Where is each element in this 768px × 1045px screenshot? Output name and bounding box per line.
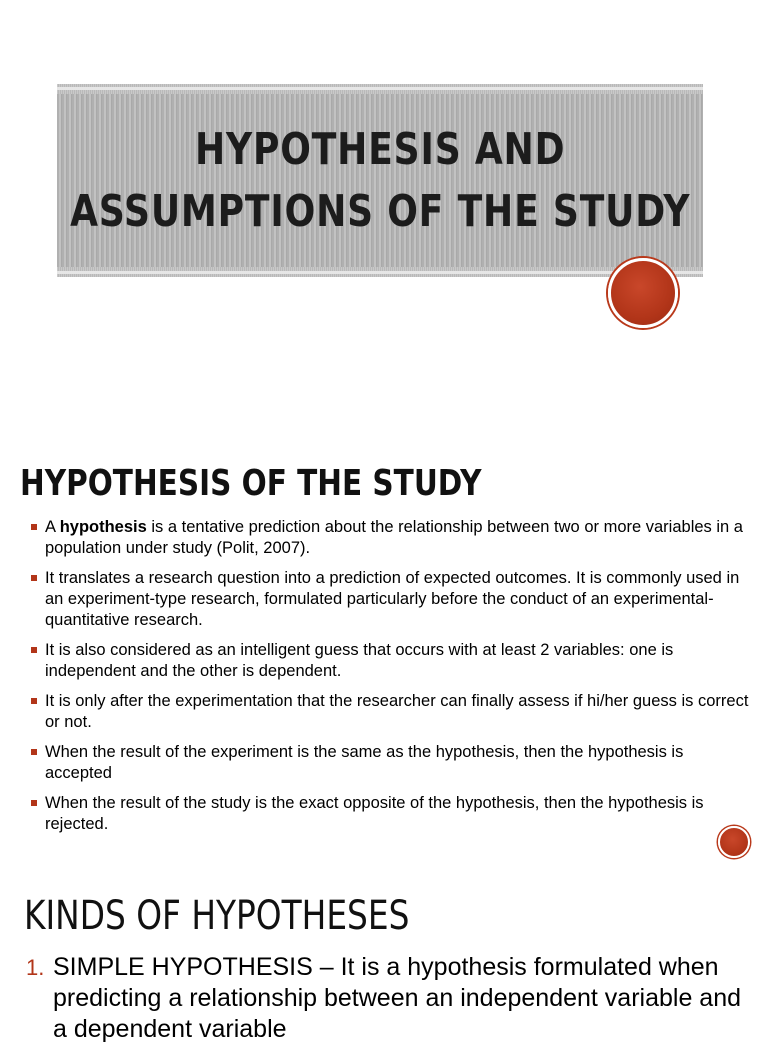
bullet-text: When the result of the study is the exact opposite of the hypothesis, then the hypothesis is rejected. — [45, 794, 704, 833]
bullet-bold-term: hypothesis — [59, 518, 147, 536]
section-heading-hypothesis: HYPOTHESIS OF THE STUDY — [20, 463, 482, 504]
slide-title-line-1: HYPOTHESIS AND — [194, 123, 566, 175]
list-item — [30, 640, 750, 682]
decorative-small-circle-icon — [718, 826, 750, 858]
banner-bottom-rule — [57, 271, 703, 274]
bullet-text: It is also considered as an intelligent guess that occurs with at least 2 variables: one is independent and the other is dependent. — [45, 641, 674, 680]
bullet-prefix: A — [45, 518, 60, 536]
banner-inner — [57, 94, 703, 267]
decorative-circle-icon — [608, 258, 678, 328]
section-heading-kinds: KINDS OF HYPOTHESES — [24, 893, 410, 939]
square-bullet-icon — [31, 698, 37, 704]
square-bullet-icon — [31, 800, 37, 806]
list-item-text: SIMPLE HYPOTHESIS – It is a hypothesis formulated when predicting a relationship between an independent variable and a dependent variable — [53, 953, 742, 1043]
square-bullet-icon — [31, 749, 37, 755]
square-bullet-icon — [31, 647, 37, 653]
list-item — [30, 793, 750, 835]
bullet-text: It is only after the experimentation that the researcher can finally assess if hi/her guess is correct or not. — [45, 692, 749, 731]
list-item — [26, 952, 756, 1045]
slide-title-line-2: ASSUMPTIONS OF THE STUDY — [69, 185, 691, 237]
list-item — [30, 517, 750, 559]
bullet-text: is a tentative prediction about the relationship between two or more variables in a population under study (Polit, 2007). — [45, 518, 743, 557]
list-number: 1. — [26, 955, 45, 980]
square-bullet-icon — [31, 524, 37, 530]
banner-top-rule — [57, 87, 703, 90]
hypothesis-bullet-list — [30, 517, 750, 844]
kinds-numbered-list — [26, 952, 756, 1045]
list-item — [30, 691, 750, 733]
title-banner — [57, 84, 703, 277]
bullet-text: When the result of the experiment is the same as the hypothesis, then the hypothesis is accepted — [45, 743, 684, 782]
list-item — [30, 742, 750, 784]
list-item — [30, 568, 750, 631]
slide-title — [70, 119, 690, 243]
square-bullet-icon — [31, 575, 37, 581]
bullet-text: It translates a research question into a prediction of expected outcomes. It is commonly used in an experiment-type research, formulated particularly before the conduct of an experimental-quantitative research. — [45, 569, 740, 629]
